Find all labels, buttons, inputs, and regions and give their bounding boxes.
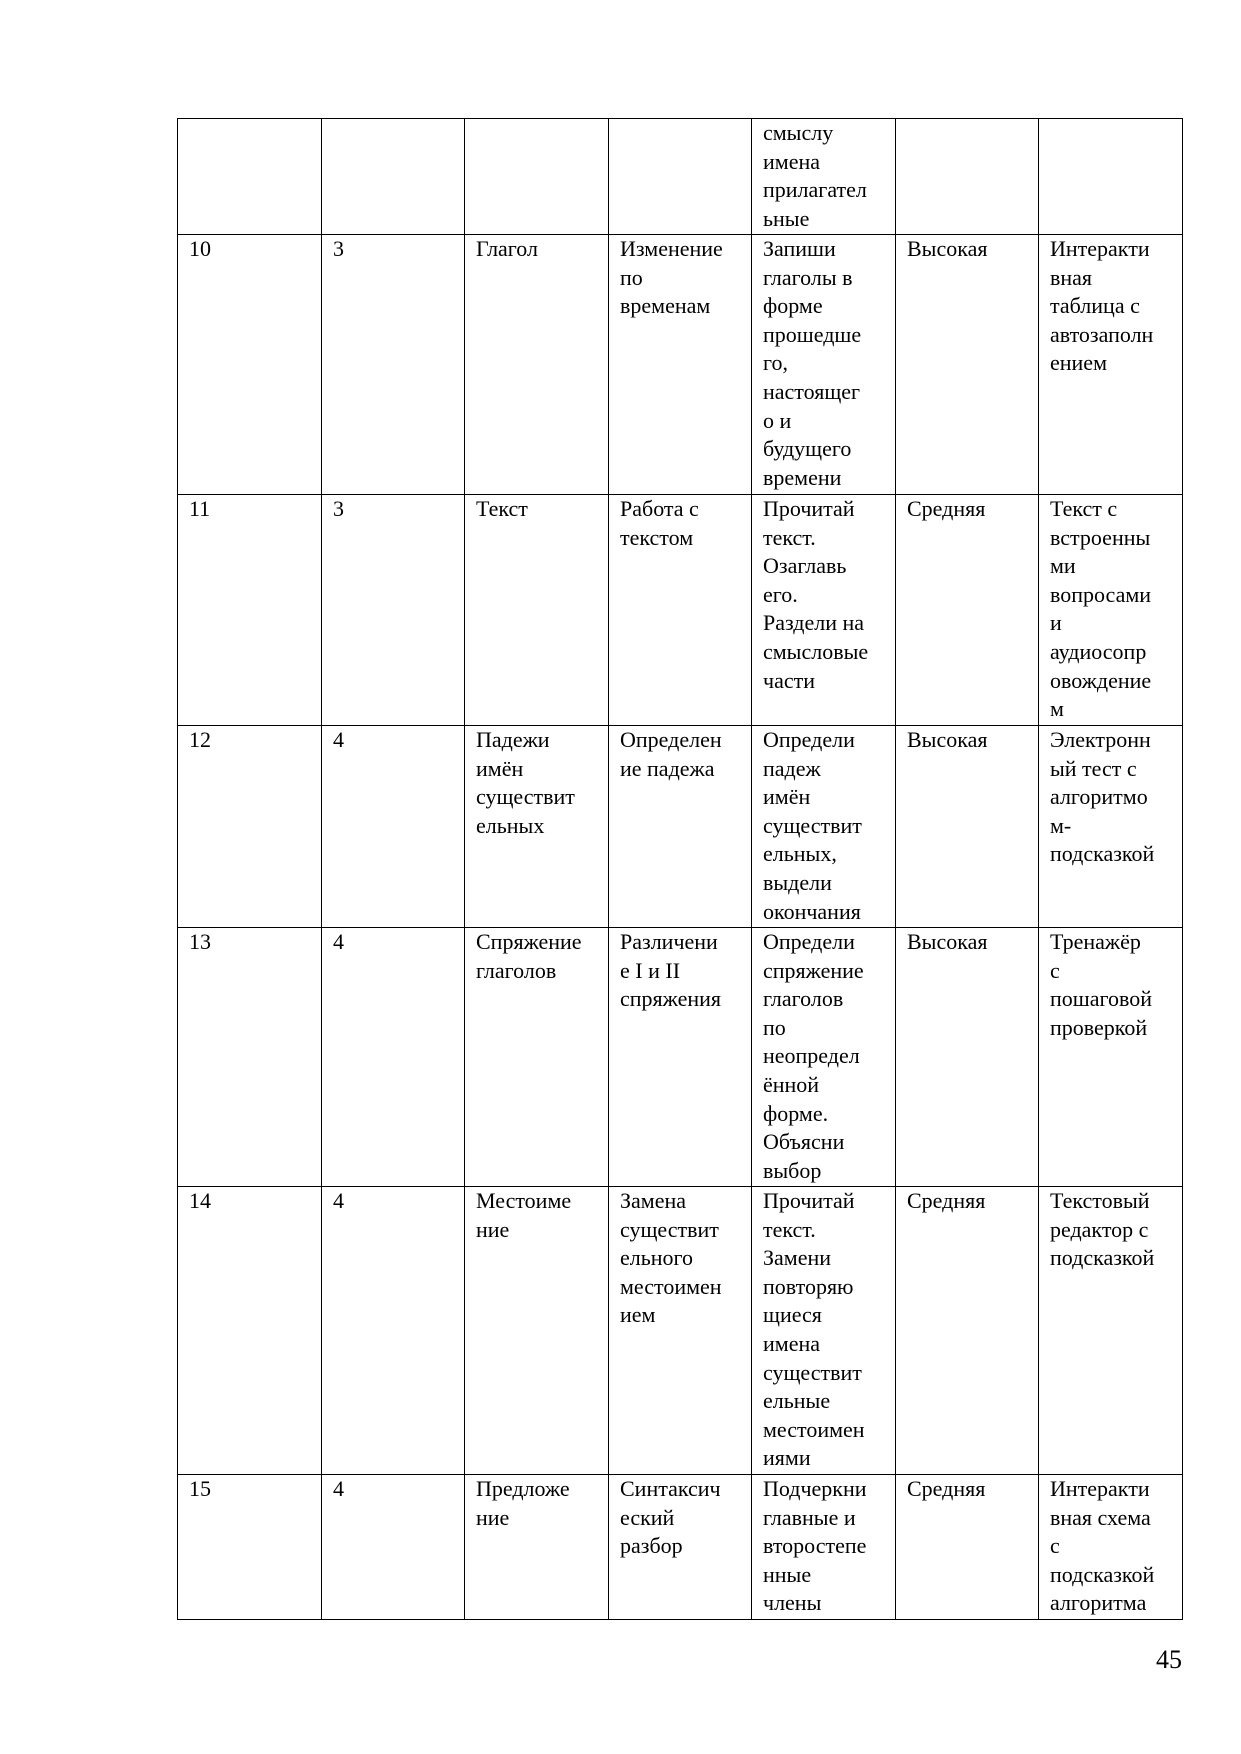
cell-task: Запиши глаголы в форме прошедше го, настоящег о и будущего времени xyxy=(752,235,896,495)
table-row xyxy=(178,495,1183,726)
cell-difficulty: Средняя xyxy=(896,495,1039,726)
cell-task: Прочитай текст. Замени повторяю щиеся имена существит ельные местоимен иями xyxy=(752,1187,896,1475)
cell-digital-tool: Тренажёр с пошаговой проверкой xyxy=(1039,928,1183,1187)
cell-grade: 4 xyxy=(322,1475,465,1620)
cell-digital-tool: Текст с встроенны ми вопросами и аудиосопр овождение м xyxy=(1039,495,1183,726)
cell-task: Определи падеж имён существит ельных, выдели окончания xyxy=(752,726,896,928)
cell-skill: Работа с текстом xyxy=(609,495,752,726)
cell-topic: Предложе ние xyxy=(465,1475,609,1620)
cell-topic: Глагол xyxy=(465,235,609,495)
cell-topic: Местоиме ние xyxy=(465,1187,609,1475)
cell-skill: Замена существит ельного местоимен ием xyxy=(609,1187,752,1475)
cell-grade: 4 xyxy=(322,726,465,928)
lesson-table xyxy=(177,118,1183,1620)
cell-topic: Спряжение глаголов xyxy=(465,928,609,1187)
cell-difficulty: Высокая xyxy=(896,235,1039,495)
page-number: 45 xyxy=(1156,1645,1182,1674)
cell-digital-tool: Текстовый редактор с подсказкой xyxy=(1039,1187,1183,1475)
cell-lesson-number xyxy=(178,119,322,235)
cell-task: смыслу имена прилагател ьные xyxy=(752,119,896,235)
cell-skill: Синтаксич еский разбор xyxy=(609,1475,752,1620)
cell-lesson-number: 14 xyxy=(178,1187,322,1475)
cell-digital-tool xyxy=(1039,119,1183,235)
cell-difficulty: Средняя xyxy=(896,1187,1039,1475)
cell-difficulty: Высокая xyxy=(896,928,1039,1187)
table-row xyxy=(178,235,1183,495)
cell-digital-tool: Интеракти вная таблица с автозаполн ением xyxy=(1039,235,1183,495)
cell-topic xyxy=(465,119,609,235)
table-row xyxy=(178,928,1183,1187)
cell-grade: 3 xyxy=(322,235,465,495)
cell-topic: Падежи имён существит ельных xyxy=(465,726,609,928)
cell-digital-tool: Интеракти вная схема с подсказкой алгоритма xyxy=(1039,1475,1183,1620)
table-row xyxy=(178,119,1183,235)
cell-lesson-number: 13 xyxy=(178,928,322,1187)
cell-lesson-number: 12 xyxy=(178,726,322,928)
cell-difficulty xyxy=(896,119,1039,235)
cell-grade: 4 xyxy=(322,1187,465,1475)
cell-skill: Изменение по временам xyxy=(609,235,752,495)
table-row xyxy=(178,1475,1183,1620)
cell-lesson-number: 11 xyxy=(178,495,322,726)
cell-grade xyxy=(322,119,465,235)
cell-task: Подчеркни главные и второстепе нные члены xyxy=(752,1475,896,1620)
cell-task: Определи спряжение глаголов по неопредел ённой форме. Объясни выбор xyxy=(752,928,896,1187)
cell-lesson-number: 10 xyxy=(178,235,322,495)
cell-skill: Определен ие падежа xyxy=(609,726,752,928)
cell-difficulty: Средняя xyxy=(896,1475,1039,1620)
cell-digital-tool: Электронн ый тест с алгоритмо м- подсказкой xyxy=(1039,726,1183,928)
cell-difficulty: Высокая xyxy=(896,726,1039,928)
cell-lesson-number: 15 xyxy=(178,1475,322,1620)
cell-grade: 4 xyxy=(322,928,465,1187)
cell-skill xyxy=(609,119,752,235)
table-row xyxy=(178,1187,1183,1475)
cell-task: Прочитай текст. Озаглавь его. Раздели на смысловые части xyxy=(752,495,896,726)
cell-grade: 3 xyxy=(322,495,465,726)
table-row xyxy=(178,726,1183,928)
cell-skill: Различени е I и II спряжения xyxy=(609,928,752,1187)
cell-topic: Текст xyxy=(465,495,609,726)
